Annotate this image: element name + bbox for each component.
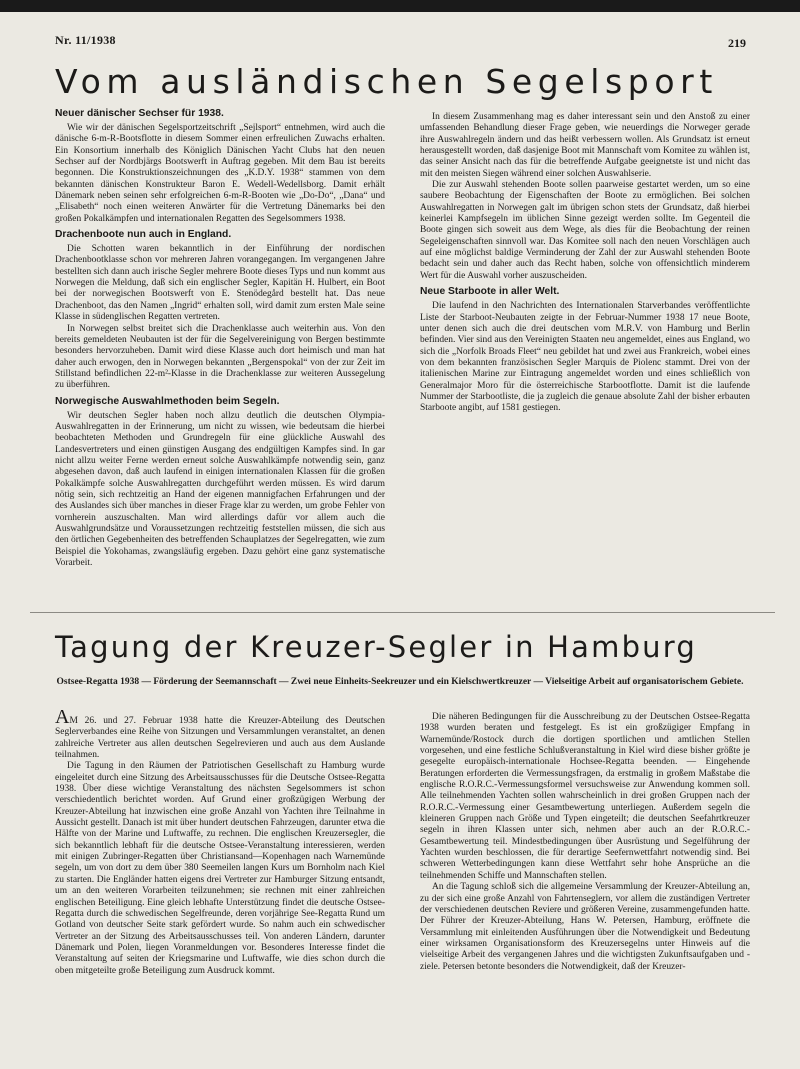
lead-paragraph [55,706,385,761]
paragraph: Die laufend in den Nachrichten des Internationalen Starverbandes veröffentlichte Liste der Starboot-Neubauten zeigte in der Februar-Nummer 1938 17 neue Boote, unter denen sich auch die drei deutschen vom M.R.V. von Hamburg und Berlin befinden. Vier sind aus den Vereinigten Staaten neu angemeldet, eines aus England, wo sich die „Norfolk Broads Fleet“ neu gebildet hat und zwei aus Frankreich, wobei eines von dem bekannten französischen Segler Marquis de Piolenc stammt. Drei von der italienischen Marine zur Eintragung angemeldet worden und eines schließlich von Generalmajor Moro für die österreichische Starbootflotte. Damit ist die laufende Nummer der Starbootliste, die ja zugleich die genaue absolute Zahl der bisher erbauten Starboote angibt, auf 1581 gestiegen. [420,301,750,414]
paragraph: An die Tagung schloß sich die allgemeine Versammlung der Kreuzer-Abteilung an, zu der sich eine große Anzahl von Fahrtenseglern, vor allem die zuständigen Vertreter der verschiedenen deutschen Reviere und größeren Vereine, zusammengefunden hatte. Der Führer der Kreuzer-Abteilung, Hans W. Petersen, Hamburg, eröffnete die Versammlung mit einleitenden Ausführungen über die Notwendigkeit und Bedeutung einer wirksamen Organisationsform des Kreuzersegelns unter Hinweis auf die vielseitige Arbeit des vergangenen Jahres und die wichtigsten Zukunftsaufgaben und -ziele. Petersen betonte besonders die Notwendigkeit, daß der Kreuzer- [420,882,750,972]
top-edge-bar [0,0,800,12]
section-heading: Neue Starboote in aller Welt. [420,286,560,298]
article-subtitle: Ostsee-Regatta 1938 — Förderung der Seemannschaft — Zwei neue Einheits-Seekreuzer und ein Kielschwertkreuzer — Vielseitige Arbeit auf organisatorischem Gebiete. [56,677,744,687]
paragraph: Wie wir der dänischen Segelsportzeitschrift „Sejlsport“ entnehmen, wird auch die dänische 6-m-R-Bootsflotte in diesem Sommer einen erfreulichen Zuwachs erhalten. Ein Konsortium innerhalb des Königlich Dänischen Yacht Clubs hat den neuen Sechser auf der Nordbjärgs Bootswerft in Auftrag gegeben. Mit dem Bau ist bereits begonnen. Die Konstruktionszeichnungen des „K.D.Y. 1938“ stammen von dem bekannten dänischen Konstrukteur Baron E. Wedell-Wedellsborg. Damit erhält Dänemark neben seinen sehr erfolgreichen 6-m-R-Booten wie „Do-Do“, „Dana“ und „Elisabeth“ noch einen weiteren Anwärter für die Vertretung Dänemarks bei den großen Pokalkämpfen und internationalen Regatten des Segelsommers 1938. [55,123,385,224]
paragraph: In Norwegen selbst breitet sich die Drachenklasse auch weiterhin aus. Von den bereits gemeldeten Neubauten ist der für die Segelvereinigung von Bergen bestimmte besonders hervorzuheben. Damit wird diese Klasse auch dort heimisch und man hat daher auch erwogen, den in Norwegen bekannten „Bergenspokal“ von der zur Zeit im Stillstand befindlichen 22-m²-Klasse in die Drachenklasse zur weiteren Aussegelung zu überführen. [55,323,385,391]
page-number: 219 [728,36,746,50]
article-title-kreuzer-segler: Tagung der Kreuzer-Segler in Hamburg [55,630,697,664]
paragraph: In diesem Zusammenhang mag es daher interessant sein und den Anstoß zu einer umfassenden Behandlung dieser Frage geben, wie neuerdings die Norweger gerade ihre Auswahlregeln ändern und das heißt verbessern wollen. Als Grundsatz ist erneut herausgestellt worden, daß dasjenige Boot mit Mannschaft vom Komitee zu wählen ist, das seiner Ansicht nach das für die betreffende Aufgabe geeignetste ist und nicht das mit den meisten Siegen während einer solchen Auswahlserie. [420,112,750,179]
issue-number: Nr. 11/1938 [55,33,116,47]
section-divider [30,612,775,613]
article2-column-left [55,706,385,977]
section-heading: Norwegische Auswahlmethoden beim Segeln. [55,395,280,407]
section-heading: Drachenboote nun auch in England. [55,229,232,241]
article-title-segelsport: Vom ausländischen Segelsport [55,62,718,101]
drop-cap: A [55,706,70,728]
article1-column-right [420,112,750,415]
paragraph: Wir deutschen Segler haben noch allzu deutlich die deutschen Olympia-Auswahlregatten in der Erinnerung, um nicht zu wissen, wie bedeutsam die hierbei beobachteten Methoden und Grundregeln für eine glückliche Auswahl des Landesvertreters und einen günstigen Ausgang des endgültigen Kampfes sind. In gar nicht allzu weiter Ferne werden erneut solche Auswahlkämpfe notwendig sein, ganz abgesehen davon, daß auch laufend in einigen internationalen Klassen für die großen Pokalkämpfe solche Auswahlregatten durchgeführt werden müssen. Es wird darum nötig sein, sich rechtzeitig an Hand der eigenen mannigfachen Erfahrungen und der des Auslandes sich über manches in dieser Frage klar zu werden, um grobe Fehler von vornherein auszuschalten. Man wird allerdings dafür vor allem auch die Auswahlgrundsätze und Voraussetzungen rechtzeitig feststellen müssen, die sich aus den örtlichen Gegebenheiten des betreffenden Schauplatzes der Segelregatten, wie zum Beispiel die Yokohamas, zwangsläufig ergeben. Dazu gehört eine ganz systematische Vorarbeit. [55,410,385,569]
lead-text: M 26. und 27. Februar 1938 hatte die Kreuzer-Abteilung des Deutschen Seglerverbandes eine Reihe von Sitzungen und Versammlungen veranstaltet, an denen zahlreiche Vertreter aus allen deutschen Segelrevieren und auch aus dem Auslande teilnahmen. [55,716,385,761]
section-heading: Neuer dänischer Sechser für 1938. [55,108,224,119]
article2-column-right [420,712,750,973]
paragraph: Die zur Auswahl stehenden Boote sollen paarweise gestartet werden, um so eine saubere Beobachtung der Eigenschaften der Boote zu ermöglichen. Bei solchen Auswahlregatten in Norwegen galt im übrigen schon stets der Grundsatz, daß hierbei keinerlei Kampfsegeln im üblichen Sinne gezeigt werden sollte. Im Gegenteil die Boote gingen sich soweit aus dem Wege, als dies für die Beobachtung der reinen Segeleigenschaften sinnvoll war. Das Komitee soll nach den neuen Vorschlägen auch auf eine möglichst baldige Verminderung der Zahl der zur Auswahl stehenden Boote bedacht sein und daher auch das Recht haben, solche von offensichtlich minderem Wert für die Auswahl vorher auszuscheiden. [420,180,750,281]
paragraph: Die näheren Bedingungen für die Ausschreibung zu der Deutschen Ostsee-Regatta 1938 wurden beraten und festgelegt. Es ist ein großzügiger Empfang in Warnemünde/Rostock durch die dortigen sportlichen und amtlichen Stellen vorgesehen, und eine festliche Schlußveranstaltung in Kiel wird diese bisher größte je gesegelte europäisch-internationale Hochsee-Regatta beenden. — Eingehende Beratungen erforderten die Vermessungsfragen, da erstmalig in großem Maßstabe die englische R.O.R.C.-Vermessungsformel versuchsweise zur Anwendung kommen soll. Alle teilnehmenden Yachten sollen wahrscheinlich in drei großen Gruppen nach der R.O.R.C.-Vermessung einer Gesamtbewertung unterliegen. Außerdem segeln die kleineren Gruppen nach Größe und Typen eingeteilt; die deutschen Seefahrtkreuzer segeln in ihren Klassen unter sich, nehmen aber auch an der R.O.R.C.-Gesamtbewertung teil. Mindestbedingungen über Ausrüstung und Segelführung der Yachten wurden beschlossen, die für derartige Seefernwettfahrt notwendig sind. Bei schweren Wetterbedingungen kann diese Wettfahrt sehr hohe Ansprüche an die teilnehmenden Schiffe und Mannschaften stellen. [420,712,750,881]
paragraph: Die Tagung in den Räumen der Patriotischen Gesellschaft zu Hamburg wurde eingeleitet durch eine Sitzung des Arbeitsausschusses für die Deutsche Ostsee-Regatta 1938. Über diese wichtige Veranstaltung des nächsten Segelsommers ist schon verschiedentlich berichtet worden. Auf Grund einer großzügigen Werbung der Kreuzer-Abteilung hat inzwischen eine große Anzahl von Yachten ihre Teilnahme in Aussicht gestellt. Danach ist mit über hundert deutschen Fahrzeugen, darunter etwa die Hälfte von der Marine und Luftwaffe, zu rechnen. Die englischen Kreuzersegler, die sich bekanntlich lebhaft für die deutsche Ostsee-Veranstaltung interessieren, werden mit einigen Zubringer-Regatten über Christiansand—Kopenhagen nach Warnemünde segeln, um von dort zu dem über 380 Seemeilen langen Kurs um Bornholm nach Kiel zu starten. Die Engländer hatten eigens drei Vertreter zur Hamburger Sitzung entsandt, um an den weiteren Vorarbeiten teilzunehmen; sie rechnen mit einer zahlreichen englischen Beteiligung. Eine gleich lebhafte Unterstützung findet die deutsche Ostsee-Regatta durch die schwedischen Segelfreunde, deren vorjährige See-Regatta Rund um Gotland von deutscher Seite stark gefördert wurde. So nahm auch ein schwedischer Vertreter an der Sitzung des Arbeitsausschusses teil. Von anderen Ländern, darunter Dänemark und Polen, liegen Voranmeldungen vor. Besonderes Interesse findet die Veranstaltung auf seiten der Kriegsmarine und Luftwaffe, wie dies schon durch die oben mitgeteilte große Beteiligung zum Ausdruck kommt. [55,761,385,976]
article1-column-left [55,108,385,569]
paragraph: Die Schotten waren bekanntlich in der Einführung der nordischen Drachenbootklasse schon vor mehreren Jahren vorangegangen. Im vergangenen Jahre bestellten sich dann auch irische Segler mehrere Boote dieses Typs und nun kommt aus Norwegen die Meldung, daß sich ein englischer Segler, Kapitän H. Hulbert, ein Boot bei der norwegischen Bootswerft von E. Stenödegård bestellt hat. Das neue Drachenboot, das den Namen „Ingrid“ erhalten soll, wird damit zum ersten Male seine Klasse in südenglischen Regatten vertreten. [55,244,385,323]
